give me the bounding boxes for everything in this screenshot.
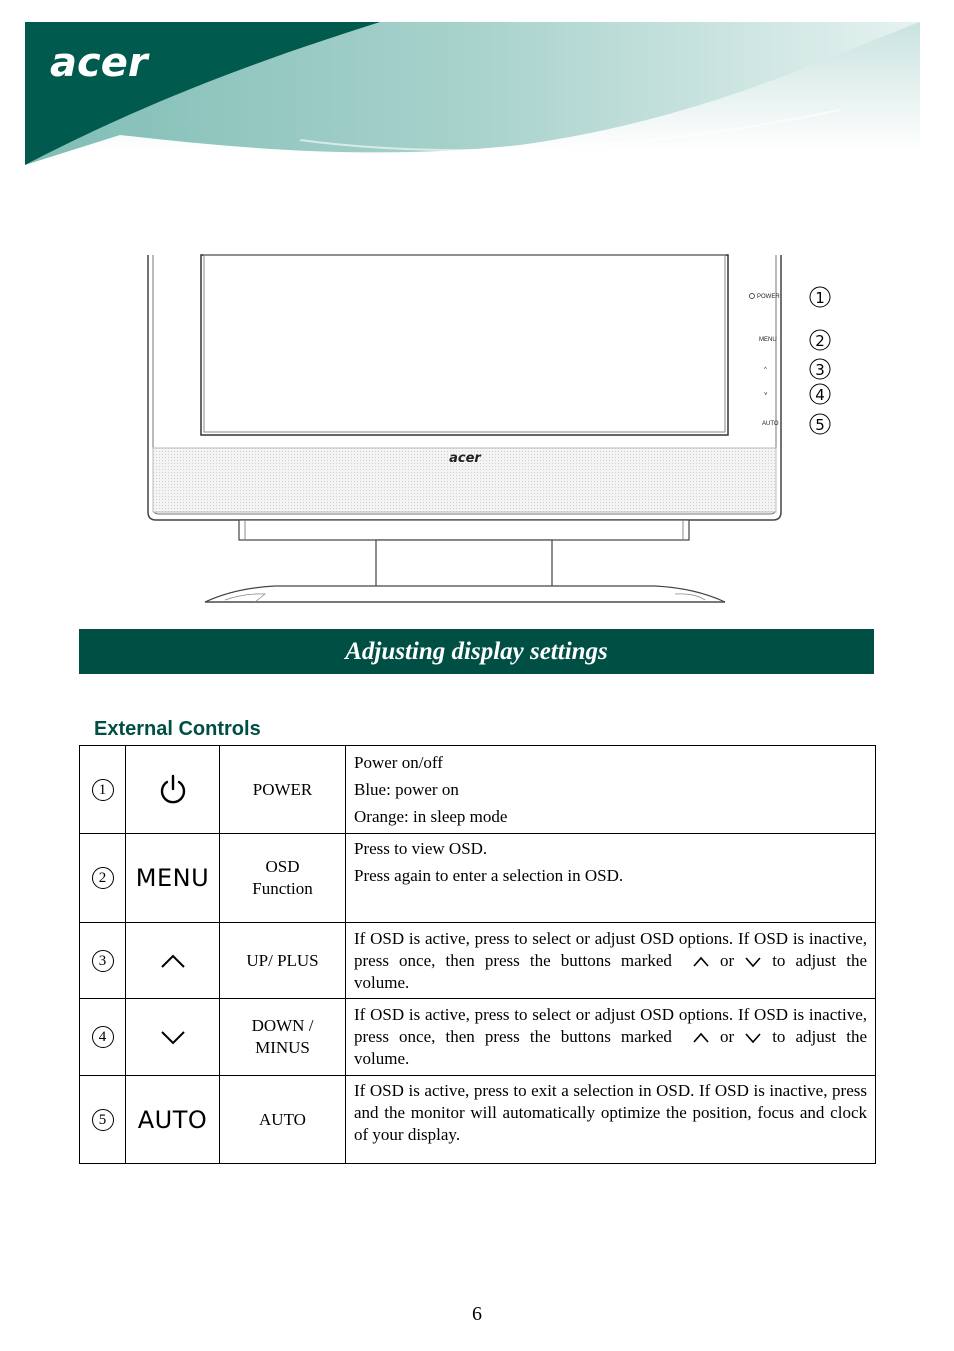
chevron-down-icon — [159, 1028, 187, 1048]
chevron-up-icon — [692, 955, 710, 969]
table-row — [80, 834, 876, 923]
fig-up-label: ^ — [764, 367, 767, 373]
control-name: AUTO — [220, 1076, 346, 1164]
desc-text: to adjust the volume. — [354, 1027, 867, 1068]
desc-text: to adjust the volume. — [354, 950, 867, 992]
table-row — [80, 746, 876, 834]
row-number: 2 — [92, 867, 114, 889]
external-controls-table — [79, 745, 876, 1164]
desc-line: Press again to enter a selection in OSD. — [354, 866, 624, 885]
fig-auto-label: AUTO — [762, 421, 779, 427]
bezel-logo: acer — [449, 451, 481, 466]
page-number: 6 — [472, 1303, 482, 1325]
desc-text: If OSD is active, press to select or adjust OSD options. If OSD is inactive, press once, then press the buttons marked — [354, 928, 867, 970]
row-number: 5 — [92, 1109, 114, 1131]
chevron-up-icon — [692, 1031, 710, 1045]
callout-1: 1 — [815, 289, 825, 307]
fig-menu-label: MENU — [759, 337, 777, 343]
control-name: POWER — [220, 746, 346, 834]
table-row — [80, 923, 876, 999]
row-number: 1 — [92, 779, 114, 801]
power-icon — [158, 774, 188, 806]
callout-2: 2 — [815, 332, 825, 350]
desc-line: Press to view OSD. — [354, 839, 488, 858]
auto-text-icon: AUTO — [137, 1105, 208, 1134]
chevron-down-icon — [744, 1031, 762, 1045]
desc-text: or — [720, 950, 735, 970]
control-name: UP/ PLUS — [220, 923, 346, 999]
control-name-line: MINUS — [255, 1038, 310, 1057]
row-number: 3 — [92, 950, 114, 972]
table-row — [80, 999, 876, 1076]
menu-text-icon: MENU — [135, 864, 210, 892]
chevron-down-icon — [744, 955, 762, 969]
control-name-line: OSD — [265, 857, 300, 876]
control-name-line: DOWN / — [251, 1016, 314, 1035]
monitor-front-illustration — [135, 250, 835, 610]
table-row — [80, 1076, 876, 1164]
control-name-line: Function — [252, 879, 313, 898]
fig-down-label: ˅ — [764, 392, 768, 398]
fig-power-label: POWER — [757, 294, 780, 300]
row-number: 4 — [92, 1026, 114, 1048]
desc-text: or — [720, 1027, 735, 1046]
subheading: External Controls — [94, 718, 261, 740]
section-title: Adjusting display settings — [345, 637, 608, 665]
callout-3: 3 — [815, 361, 825, 379]
desc-text: If OSD is active, press to exit a selection in OSD. If OSD is inactive, press and the monitor will automatically optimize the position, focus and clock of your display. — [346, 1076, 876, 1164]
chevron-up-icon — [159, 951, 187, 971]
section-title-bar — [79, 629, 874, 674]
callout-5: 5 — [815, 416, 825, 434]
desc-line: Blue: power on — [354, 779, 459, 799]
callout-4: 4 — [815, 386, 825, 404]
desc-line: Orange: in sleep mode — [354, 806, 508, 826]
header-banner — [0, 0, 954, 180]
desc-text: If OSD is active, press to select or adjust OSD options. If OSD is inactive, press once, then press the buttons marked — [354, 1005, 867, 1046]
desc-line: Power on/off — [354, 752, 443, 772]
acer-logo: acer — [50, 40, 148, 86]
